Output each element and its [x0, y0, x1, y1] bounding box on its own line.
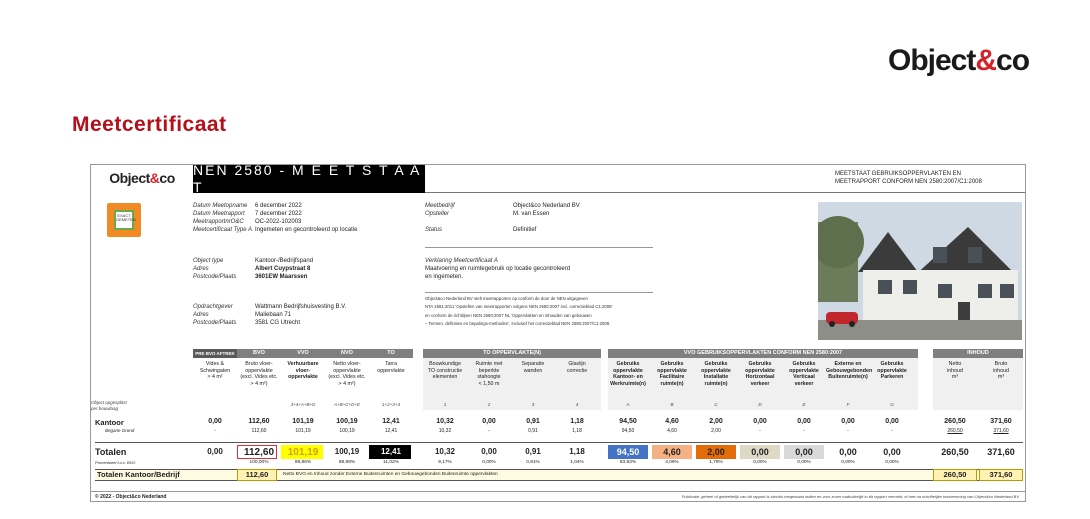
column-reference: 1+2+3+4 [382, 402, 400, 407]
table-cell: 83,93% [619, 460, 637, 465]
table-cell: 112,60 [251, 428, 267, 434]
table-cell: 0,00 [839, 447, 857, 457]
column-reference: 2 [487, 402, 491, 407]
column-subheader: Bruto vloer- oppervlakte (excl. Vides etc. > 4 m²) [240, 361, 278, 387]
table-cell: 2,00 [711, 428, 721, 434]
column-subheader: Gebruiks oppervlakte Parkeren [877, 361, 907, 381]
table-cell: 4,60 [667, 428, 677, 434]
table-cell: 4,09% [665, 460, 679, 465]
footer-divider [91, 491, 1026, 492]
table-cell: 0,00% [885, 460, 899, 465]
table-cell: 12,41 [382, 418, 400, 425]
table-cell: 0,00 [751, 447, 769, 457]
table-cell: 101,19 [287, 447, 319, 458]
divider [425, 292, 653, 293]
page-title: Meetcertificaat [72, 113, 227, 136]
table-cell: 260,50 [944, 418, 966, 425]
table-cell: 0,00 [481, 447, 497, 456]
table-cell: 94,50 [621, 428, 635, 434]
table-cell: 4,60 [665, 418, 679, 425]
table-cell: 0,00 [885, 418, 899, 425]
column-reference: F [846, 402, 850, 407]
table-cell: 1,78% [709, 460, 723, 465]
column-subheader: Separatie wanden [521, 361, 545, 374]
table-cell: 0,00 [208, 418, 222, 425]
table-cell: 371,60 [987, 447, 1015, 457]
table-cell: 1,18 [570, 418, 584, 425]
row-label-totalen: Totalen [95, 447, 127, 457]
column-subheader: Gebruiks oppervlakte Kantoor- en Werkruimte(n) [610, 361, 646, 387]
copyright: © 2022 - Object&co Nederland [95, 494, 167, 500]
table-cell: 10,32 [438, 428, 452, 434]
table-cell: 371,60 [990, 418, 1012, 425]
table-cell: 89,86% [294, 460, 312, 465]
header-nvo: NVO [325, 349, 369, 358]
table-cell: 0,00% [841, 460, 855, 465]
table-cell: 88,98% [338, 460, 356, 465]
table-cell: 112,60 [248, 418, 270, 425]
table-cell: 11,02% [383, 460, 399, 465]
column-subheader: Gebruiks oppervlakte Horizontaal verkeer [745, 361, 775, 387]
totaal-kantoor-bedrijf-label: Totalen Kantoor/Bedrijf [97, 470, 180, 479]
exact-gemeten-badge: EXACT GEMETEN [107, 203, 141, 237]
row-label-kantoor: Kantoor [95, 418, 124, 427]
table-cell: 0,00 [797, 418, 811, 425]
column-reference: A+B+C+D+E [333, 402, 360, 407]
column-subheader: Verhuurbare vloer- oppervlakte [287, 361, 319, 381]
column-subheader: Gebruiks oppervlakte Installatie ruimte(n) [701, 361, 731, 387]
header-vvo-gebruiks: VVO GEBRUIKSOPPERVLAKTEN CONFORM NEN 2580:2007 [608, 349, 918, 358]
totaal-kantoor-bedrijf-row [95, 469, 1023, 481]
building-illustration [818, 202, 1022, 340]
table-cell: 0,00% [797, 460, 811, 465]
measurement-certificate [90, 164, 1026, 502]
object-co-logo: Object&co [888, 44, 1030, 77]
table-cell: 0,91 [526, 418, 540, 425]
column-subheader: Bouwkundige TO constructie elementen [427, 361, 463, 381]
table-cell: 1,18 [569, 447, 585, 456]
table-cell: 94,50 [619, 418, 637, 425]
table-cell: 2,00 [709, 418, 723, 425]
table-cell: 0,91 [528, 428, 538, 434]
table-cell: - [759, 428, 761, 434]
table-cell: 112,60 [243, 447, 275, 458]
table-cell: 1,18 [572, 428, 582, 434]
client-info: Opdrachtgever Wattmann Bedrijfshuisvesting B.V. Adres Maliebaan 71 Postcode/Plaats 3581 CG Utrecht [193, 304, 347, 326]
table-cell: - [488, 428, 490, 434]
column-subheader: Tarra oppervlakte [377, 361, 405, 374]
row-label-percent: Procentueel t.o.v. BVO [95, 460, 136, 465]
totaal-bvo: 112,60 [237, 469, 277, 481]
measurement-company: Meetbedrijf Object&co Nederland BV Opsteller M. van Essen Status Definitief [425, 203, 580, 233]
column-reference: 3 [531, 402, 535, 407]
column-reference: 3+4+A+B+D [290, 402, 316, 407]
row-label-begane: Begane Grond [105, 428, 135, 433]
table-cell: 9,17% [438, 460, 452, 465]
object-split-label: Object opgesplitst per bouwlaag [91, 400, 127, 411]
certificate-logo: Object & co [109, 170, 175, 187]
table-cell: 0,00 [795, 447, 813, 457]
table-cell: - [847, 428, 849, 434]
column-reference: A [626, 402, 630, 407]
header-to: TO [369, 349, 413, 358]
column-subheader: Bruto inhoud m³ [993, 361, 1009, 381]
header-inhoud: INHOUD [933, 349, 1023, 358]
column-reference: G [890, 402, 894, 407]
header-divider [425, 192, 1025, 193]
nen-title: NEN 2580 - M E E T S T A A T [193, 165, 425, 193]
certificate-statement: Verklaring Meetcertificaat A Maatvoering en ruimtegebruik op locatie gecontroleerd en ingemeten. [425, 258, 571, 280]
column-subheader: Vides & Schwingaten > 4 m² [199, 361, 231, 381]
table-cell: 0,91 [525, 447, 541, 456]
table-cell: 10,32 [434, 447, 456, 456]
column-reference: B [670, 402, 674, 407]
table-cell: 260,50 [941, 447, 969, 457]
table-cell: 2,00 [707, 447, 725, 457]
table-cell: 0,81% [526, 460, 540, 465]
table-cell: 4,60 [663, 447, 681, 457]
table-cell: 12,41 [384, 428, 398, 434]
table-cell: 260,50 [947, 428, 963, 434]
table-cell: 1,04% [570, 460, 584, 465]
table-cell: - [214, 428, 216, 434]
header-pre-bvo: PRE BVO AFTREK [193, 349, 237, 358]
table-cell: 0,00% [753, 460, 767, 465]
totaal-note: Netto BVO en Inhoud zonder Externe Buitenruimten en Gebouwgebonden Buitenruimte oppervlakten [283, 472, 498, 477]
table-cell: 100,00% [249, 460, 269, 465]
table-cell: 0,00 [883, 447, 901, 457]
column-reference: C [714, 402, 718, 407]
header-to-oppervlakte: TO OPPERVLAKTE(N) [423, 349, 601, 358]
measurement-dates: Datum Meetopname 6 december 2022 Datum Meetrapport 7 december 2022 MeetrapportnrO&C OC-2022-102003 Meetcertificaat Type A Ingemeten en gecontroleerd op locatie [193, 203, 358, 233]
column-subheader: Netto vloer- oppervlakte (excl. Vides etc. > 4 m²) [328, 361, 366, 387]
table-cell: 94,50 [616, 447, 640, 457]
divider [95, 442, 1023, 443]
header-right-text: MEETSTAAT GEBRUIKSOPPERVLAKTEN EN MEETRAPPORT CONFORM NEN 2580:2007/C1:2008 [835, 171, 982, 186]
table-cell: 100,19 [339, 428, 355, 434]
table-cell: 100,19 [334, 447, 360, 456]
table-cell: 10,32 [436, 418, 454, 425]
column-subheader: Ruimte met beperkte stahoogte < 1,50 m [475, 361, 503, 387]
column-reference: E [802, 402, 806, 407]
column-subheader: Netto inhoud m³ [947, 361, 963, 381]
table-cell: 371,60 [993, 428, 1009, 434]
totaal-bruto-inhoud: 371,60 [979, 469, 1023, 481]
column-reference: 4 [575, 402, 579, 407]
table-cell: 0,00 [482, 418, 496, 425]
object-info: Object type Kantoor-/Bedrijfspand Adres Albert Cuypstraat 8 Postcode/Plaats 3601EW Maarssen [193, 258, 314, 280]
divider [425, 247, 653, 248]
table-cell: - [803, 428, 805, 434]
header-bvo: BVO [237, 349, 281, 358]
column-reference: D [758, 402, 762, 407]
column-subheader: Externe en Gebouwgebonden Buitenruimte(n) [826, 361, 873, 381]
table-cell: 0,00 [207, 447, 223, 456]
table-cell: - [891, 428, 893, 434]
table-cell: 0,00 [841, 418, 855, 425]
building-photo [818, 202, 1022, 340]
table-cell: 0,00% [482, 460, 496, 465]
table-cell: 12,41 [380, 447, 402, 456]
table-cell: 101,19 [292, 418, 314, 425]
totaal-netto-inhoud: 260,50 [933, 469, 977, 481]
column-subheader: Gebruiks oppervlakte Facilitaire ruimte(n) [657, 361, 687, 387]
column-subheader: Glaslijn correctie [566, 361, 588, 374]
table-cell: 101,19 [295, 428, 311, 434]
column-subheader: Gebruiks oppervlakte Verticaal verkeer [789, 361, 819, 387]
header-vvo: VVO [281, 349, 325, 358]
publication-note: Publicatie, geheel of gedeeltelijk van dit rapport is slechts toegestaan indien en voor zover nadrukkelijk in dit rapport vermeld, of met na schriftelijke toestemming van Object&co Nederland BV [681, 494, 1019, 499]
column-reference: 1 [443, 402, 447, 407]
table-cell: 0,00 [753, 418, 767, 425]
table-cell: 100,19 [336, 418, 358, 425]
nen-disclaimer: Object&co Nederland BV stelt meetrapporten op conform de door de NEN uitgegeven NTA 2581:2011 'Opstellen van meetrapporten volgens NEN 2580:2007 incl. correctieblad C1:2008' en conform de richtlijnen NEN 2580:2007 NL 'Oppervlakten en inhouden van gebouwen – Termen, definities en bepalings-methoden', inclusief het correctieblad NEN 2580:2007/C1:2008. [425, 296, 613, 327]
